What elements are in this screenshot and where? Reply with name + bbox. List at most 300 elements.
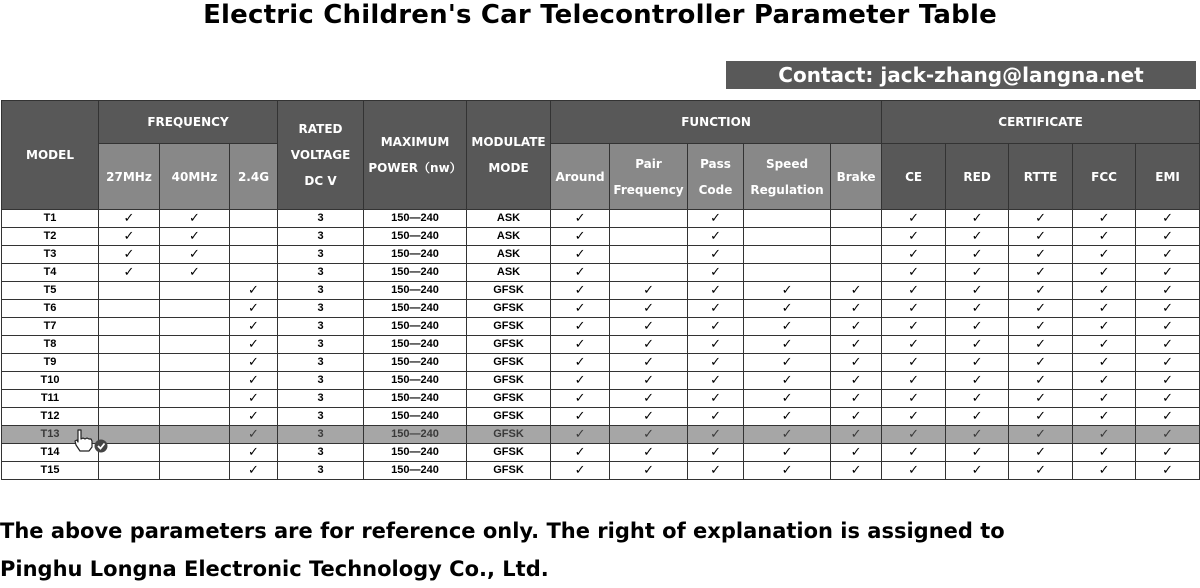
header-voltage-line2: VOLTAGE <box>290 148 351 162</box>
cell-red: ✓ <box>946 444 1009 462</box>
cell-rtte: ✓ <box>1009 246 1073 264</box>
cell-maximum-power: 150—240 <box>364 282 467 300</box>
cell-speed-regulation <box>744 246 831 264</box>
cell-modulate-mode: ASK <box>467 228 551 246</box>
cell-pass-code: ✓ <box>688 264 744 282</box>
table-row <box>2 246 1200 264</box>
cell-freq-27mhz <box>99 372 160 390</box>
cell-maximum-power: 150—240 <box>364 408 467 426</box>
cell-model: T9 <box>2 354 99 372</box>
cell-modulate-mode: ASK <box>467 246 551 264</box>
cell-red: ✓ <box>946 336 1009 354</box>
cell-maximum-power: 150—240 <box>364 390 467 408</box>
cell-red: ✓ <box>946 354 1009 372</box>
table-row <box>2 408 1200 426</box>
cell-around: ✓ <box>551 408 610 426</box>
cell-model: T2 <box>2 228 99 246</box>
table-row <box>2 282 1200 300</box>
cell-maximum-power: 150—240 <box>364 246 467 264</box>
cell-speed-regulation: ✓ <box>744 318 831 336</box>
cell-freq-40mhz: ✓ <box>160 246 230 264</box>
cell-pair-frequency: ✓ <box>610 318 688 336</box>
cell-freq-2-4g: ✓ <box>230 372 278 390</box>
cell-freq-40mhz <box>160 300 230 318</box>
cell-freq-27mhz <box>99 462 160 480</box>
cell-emi: ✓ <box>1136 354 1200 372</box>
cell-pair-frequency: ✓ <box>610 408 688 426</box>
cell-ce: ✓ <box>882 318 946 336</box>
cell-modulate-mode: GFSK <box>467 372 551 390</box>
cell-ce: ✓ <box>882 282 946 300</box>
table-body <box>2 210 1200 480</box>
cell-fcc: ✓ <box>1073 354 1136 372</box>
cell-freq-40mhz <box>160 354 230 372</box>
cell-around: ✓ <box>551 372 610 390</box>
cell-rtte: ✓ <box>1009 264 1073 282</box>
cell-around: ✓ <box>551 264 610 282</box>
cell-maximum-power: 150—240 <box>364 210 467 228</box>
cell-pair-frequency: ✓ <box>610 354 688 372</box>
cell-freq-2-4g: ✓ <box>230 336 278 354</box>
cell-speed-regulation: ✓ <box>744 444 831 462</box>
cell-rated-voltage: 3 <box>278 210 364 228</box>
cell-fcc: ✓ <box>1073 336 1136 354</box>
cell-ce: ✓ <box>882 444 946 462</box>
cell-modulate-mode: GFSK <box>467 300 551 318</box>
cell-brake: ✓ <box>831 444 882 462</box>
cell-brake <box>831 210 882 228</box>
header-frequency: FREQUENCY <box>99 101 278 144</box>
cell-freq-27mhz: ✓ <box>99 210 160 228</box>
cell-brake: ✓ <box>831 300 882 318</box>
header-certificate: CERTIFICATE <box>882 101 1200 144</box>
cell-maximum-power: 150—240 <box>364 300 467 318</box>
cell-brake <box>831 228 882 246</box>
cell-freq-2-4g: ✓ <box>230 300 278 318</box>
cell-model: T7 <box>2 318 99 336</box>
cell-speed-regulation <box>744 210 831 228</box>
cell-around: ✓ <box>551 246 610 264</box>
table-row <box>2 462 1200 480</box>
header-model: MODEL <box>2 101 99 210</box>
cell-rated-voltage: 3 <box>278 336 364 354</box>
cell-pass-code: ✓ <box>688 228 744 246</box>
cell-model: T15 <box>2 462 99 480</box>
cell-maximum-power: 150—240 <box>364 228 467 246</box>
cell-pass-code: ✓ <box>688 426 744 444</box>
cell-ce: ✓ <box>882 372 946 390</box>
hand-pointer-icon <box>72 428 110 454</box>
cell-pass-code: ✓ <box>688 318 744 336</box>
header-pair-line1: Pair <box>635 156 662 171</box>
header-modulate-line2: MODE <box>488 161 529 175</box>
cell-brake: ✓ <box>831 282 882 300</box>
cell-pass-code: ✓ <box>688 336 744 354</box>
cell-pair-frequency: ✓ <box>610 462 688 480</box>
cell-red: ✓ <box>946 264 1009 282</box>
header-rtte: RTTE <box>1009 144 1073 210</box>
disclaimer-line2: Pinghu Longna Electronic Technology Co., Ltd. <box>0 557 549 581</box>
cell-maximum-power: 150—240 <box>364 318 467 336</box>
table-row <box>2 426 1200 444</box>
cell-rated-voltage: 3 <box>278 462 364 480</box>
cell-modulate-mode: GFSK <box>467 354 551 372</box>
cell-around: ✓ <box>551 300 610 318</box>
cell-model: T1 <box>2 210 99 228</box>
cell-ce: ✓ <box>882 462 946 480</box>
cell-pair-frequency: ✓ <box>610 426 688 444</box>
cell-around: ✓ <box>551 390 610 408</box>
contact-banner: Contact: jack-zhang@langna.net <box>726 61 1196 89</box>
cell-emi: ✓ <box>1136 264 1200 282</box>
page-title: Electric Children's Car Telecontroller Parameter Table <box>203 0 997 30</box>
cell-freq-27mhz: ✓ <box>99 246 160 264</box>
cell-modulate-mode: GFSK <box>467 408 551 426</box>
cell-red: ✓ <box>946 426 1009 444</box>
cell-freq-2-4g <box>230 210 278 228</box>
cell-modulate-mode: ASK <box>467 264 551 282</box>
cell-ce: ✓ <box>882 264 946 282</box>
cell-freq-40mhz <box>160 372 230 390</box>
table-row <box>2 210 1200 228</box>
header-voltage-line1: RATED <box>298 122 343 136</box>
cell-speed-regulation: ✓ <box>744 372 831 390</box>
cell-rated-voltage: 3 <box>278 426 364 444</box>
cell-freq-27mhz: ✓ <box>99 228 160 246</box>
cell-speed-regulation: ✓ <box>744 426 831 444</box>
cell-rated-voltage: 3 <box>278 354 364 372</box>
cell-freq-2-4g: ✓ <box>230 408 278 426</box>
cell-fcc: ✓ <box>1073 426 1136 444</box>
cell-freq-40mhz <box>160 462 230 480</box>
cell-pass-code: ✓ <box>688 354 744 372</box>
cell-model: T10 <box>2 372 99 390</box>
cell-fcc: ✓ <box>1073 210 1136 228</box>
cell-brake: ✓ <box>831 426 882 444</box>
cell-pass-code: ✓ <box>688 282 744 300</box>
cell-pair-frequency <box>610 246 688 264</box>
cell-rtte: ✓ <box>1009 282 1073 300</box>
disclaimer-line1: The above parameters are for reference only. The right of explanation is assigned to <box>0 519 1005 543</box>
header-40mhz: 40MHz <box>160 144 230 210</box>
header-around: Around <box>551 144 610 210</box>
cell-red: ✓ <box>946 390 1009 408</box>
cell-speed-regulation <box>744 228 831 246</box>
cell-freq-2-4g: ✓ <box>230 444 278 462</box>
cell-modulate-mode: GFSK <box>467 282 551 300</box>
cell-emi: ✓ <box>1136 462 1200 480</box>
cell-ce: ✓ <box>882 228 946 246</box>
cell-brake: ✓ <box>831 390 882 408</box>
table-row <box>2 228 1200 246</box>
cell-freq-27mhz: ✓ <box>99 264 160 282</box>
cell-model: T14 <box>2 444 99 462</box>
cell-maximum-power: 150—240 <box>364 426 467 444</box>
header-speed-line2: Regulation <box>750 182 824 197</box>
cell-pass-code: ✓ <box>688 462 744 480</box>
header-fcc: FCC <box>1073 144 1136 210</box>
cell-model: T11 <box>2 390 99 408</box>
cell-brake: ✓ <box>831 408 882 426</box>
cell-freq-2-4g: ✓ <box>230 354 278 372</box>
cell-model: T5 <box>2 282 99 300</box>
cell-red: ✓ <box>946 228 1009 246</box>
cell-around: ✓ <box>551 444 610 462</box>
cell-freq-40mhz <box>160 336 230 354</box>
cell-fcc: ✓ <box>1073 228 1136 246</box>
cell-maximum-power: 150—240 <box>364 336 467 354</box>
cell-emi: ✓ <box>1136 228 1200 246</box>
cell-rtte: ✓ <box>1009 210 1073 228</box>
cell-red: ✓ <box>946 282 1009 300</box>
cell-brake: ✓ <box>831 336 882 354</box>
header-speed-line1: Speed <box>765 156 809 171</box>
cell-ce: ✓ <box>882 336 946 354</box>
cell-emi: ✓ <box>1136 408 1200 426</box>
cell-pair-frequency <box>610 264 688 282</box>
header-2-4g: 2.4G <box>230 144 278 210</box>
cell-rtte: ✓ <box>1009 300 1073 318</box>
header-pass-line2: Code <box>698 182 733 197</box>
cell-around: ✓ <box>551 354 610 372</box>
cell-freq-40mhz: ✓ <box>160 210 230 228</box>
cell-fcc: ✓ <box>1073 444 1136 462</box>
cell-freq-27mhz <box>99 300 160 318</box>
cell-modulate-mode: GFSK <box>467 426 551 444</box>
cell-rtte: ✓ <box>1009 336 1073 354</box>
cell-ce: ✓ <box>882 390 946 408</box>
cell-modulate-mode: GFSK <box>467 336 551 354</box>
cell-rtte: ✓ <box>1009 444 1073 462</box>
cell-freq-27mhz <box>99 282 160 300</box>
cell-fcc: ✓ <box>1073 282 1136 300</box>
cell-brake: ✓ <box>831 354 882 372</box>
cell-emi: ✓ <box>1136 210 1200 228</box>
cell-freq-40mhz <box>160 444 230 462</box>
cell-around: ✓ <box>551 228 610 246</box>
header-rated-voltage <box>278 101 364 210</box>
cell-emi: ✓ <box>1136 282 1200 300</box>
cell-pass-code: ✓ <box>688 300 744 318</box>
cell-freq-40mhz <box>160 408 230 426</box>
cell-maximum-power: 150—240 <box>364 444 467 462</box>
cell-around: ✓ <box>551 282 610 300</box>
header-pass-code <box>688 144 744 210</box>
cell-fcc: ✓ <box>1073 264 1136 282</box>
cell-emi: ✓ <box>1136 300 1200 318</box>
cell-speed-regulation: ✓ <box>744 408 831 426</box>
cell-around: ✓ <box>551 426 610 444</box>
table-row <box>2 390 1200 408</box>
header-pair-line2: Frequency <box>613 182 684 197</box>
cell-rtte: ✓ <box>1009 426 1073 444</box>
cell-freq-2-4g <box>230 264 278 282</box>
cell-model: T6 <box>2 300 99 318</box>
cell-brake: ✓ <box>831 462 882 480</box>
cell-pair-frequency <box>610 228 688 246</box>
cell-rtte: ✓ <box>1009 408 1073 426</box>
cell-pass-code: ✓ <box>688 210 744 228</box>
cell-emi: ✓ <box>1136 390 1200 408</box>
cell-freq-2-4g: ✓ <box>230 318 278 336</box>
table-row <box>2 318 1200 336</box>
cell-red: ✓ <box>946 246 1009 264</box>
cell-around: ✓ <box>551 462 610 480</box>
cell-rtte: ✓ <box>1009 318 1073 336</box>
cell-rtte: ✓ <box>1009 228 1073 246</box>
cell-freq-40mhz: ✓ <box>160 228 230 246</box>
cell-maximum-power: 150—240 <box>364 372 467 390</box>
cell-red: ✓ <box>946 408 1009 426</box>
cell-pass-code: ✓ <box>688 246 744 264</box>
cell-ce: ✓ <box>882 300 946 318</box>
cell-speed-regulation: ✓ <box>744 300 831 318</box>
cell-freq-2-4g: ✓ <box>230 390 278 408</box>
cell-fcc: ✓ <box>1073 462 1136 480</box>
cell-red: ✓ <box>946 462 1009 480</box>
cell-maximum-power: 150—240 <box>364 462 467 480</box>
cell-freq-2-4g: ✓ <box>230 426 278 444</box>
cell-pass-code: ✓ <box>688 372 744 390</box>
cell-speed-regulation: ✓ <box>744 282 831 300</box>
cell-speed-regulation: ✓ <box>744 462 831 480</box>
cell-freq-27mhz <box>99 390 160 408</box>
cell-emi: ✓ <box>1136 246 1200 264</box>
cell-emi: ✓ <box>1136 426 1200 444</box>
cell-pass-code: ✓ <box>688 408 744 426</box>
cell-brake <box>831 264 882 282</box>
cell-freq-27mhz <box>99 354 160 372</box>
cell-speed-regulation: ✓ <box>744 390 831 408</box>
cell-speed-regulation <box>744 264 831 282</box>
cell-pass-code: ✓ <box>688 390 744 408</box>
cell-fcc: ✓ <box>1073 372 1136 390</box>
cell-red: ✓ <box>946 372 1009 390</box>
cell-ce: ✓ <box>882 210 946 228</box>
cell-rated-voltage: 3 <box>278 372 364 390</box>
header-modulate-line1: MODULATE <box>471 135 546 149</box>
table-row <box>2 336 1200 354</box>
cell-rated-voltage: 3 <box>278 228 364 246</box>
header-pair-frequency <box>610 144 688 210</box>
cell-emi: ✓ <box>1136 372 1200 390</box>
cell-modulate-mode: GFSK <box>467 444 551 462</box>
header-emi: EMI <box>1136 144 1200 210</box>
cell-rtte: ✓ <box>1009 390 1073 408</box>
header-ce: CE <box>882 144 946 210</box>
cell-fcc: ✓ <box>1073 390 1136 408</box>
cell-speed-regulation: ✓ <box>744 354 831 372</box>
cell-emi: ✓ <box>1136 318 1200 336</box>
cell-freq-40mhz <box>160 318 230 336</box>
cell-modulate-mode: GFSK <box>467 390 551 408</box>
cell-rated-voltage: 3 <box>278 282 364 300</box>
cell-model: T13 <box>2 426 99 444</box>
cell-pair-frequency: ✓ <box>610 300 688 318</box>
table-row <box>2 300 1200 318</box>
header-maximum-power <box>364 101 467 210</box>
header-27mhz: 27MHz <box>99 144 160 210</box>
disclaimer <box>0 512 1200 588</box>
cell-freq-2-4g: ✓ <box>230 462 278 480</box>
header-voltage-line3: DC V <box>304 174 337 188</box>
cell-brake: ✓ <box>831 318 882 336</box>
cell-rtte: ✓ <box>1009 372 1073 390</box>
cell-pair-frequency: ✓ <box>610 372 688 390</box>
cell-pair-frequency: ✓ <box>610 282 688 300</box>
cell-fcc: ✓ <box>1073 300 1136 318</box>
cell-pair-frequency <box>610 210 688 228</box>
cell-red: ✓ <box>946 318 1009 336</box>
cell-rated-voltage: 3 <box>278 300 364 318</box>
cell-freq-2-4g <box>230 228 278 246</box>
header-power-line1: MAXIMUM <box>380 135 450 149</box>
cell-rated-voltage: 3 <box>278 318 364 336</box>
cell-maximum-power: 150—240 <box>364 264 467 282</box>
cell-pair-frequency: ✓ <box>610 444 688 462</box>
cell-pair-frequency: ✓ <box>610 390 688 408</box>
header-power-line2: POWER（nw） <box>368 161 462 175</box>
cell-freq-27mhz <box>99 408 160 426</box>
cell-speed-regulation: ✓ <box>744 336 831 354</box>
cell-freq-40mhz <box>160 282 230 300</box>
cell-rtte: ✓ <box>1009 354 1073 372</box>
cell-rated-voltage: 3 <box>278 390 364 408</box>
cell-rated-voltage: 3 <box>278 246 364 264</box>
cell-fcc: ✓ <box>1073 246 1136 264</box>
cell-emi: ✓ <box>1136 444 1200 462</box>
cell-around: ✓ <box>551 318 610 336</box>
cell-model: T3 <box>2 246 99 264</box>
header-function: FUNCTION <box>551 101 882 144</box>
cell-freq-2-4g: ✓ <box>230 282 278 300</box>
cell-ce: ✓ <box>882 354 946 372</box>
cell-rated-voltage: 3 <box>278 264 364 282</box>
cell-ce: ✓ <box>882 426 946 444</box>
cell-brake <box>831 246 882 264</box>
cell-freq-2-4g <box>230 246 278 264</box>
cell-emi: ✓ <box>1136 336 1200 354</box>
table-row <box>2 372 1200 390</box>
cell-pair-frequency: ✓ <box>610 336 688 354</box>
cell-freq-27mhz <box>99 318 160 336</box>
header-speed-regulation <box>744 144 831 210</box>
cell-modulate-mode: GFSK <box>467 318 551 336</box>
cell-freq-40mhz <box>160 426 230 444</box>
cell-rated-voltage: 3 <box>278 444 364 462</box>
cell-model: T4 <box>2 264 99 282</box>
cell-model: T12 <box>2 408 99 426</box>
cell-red: ✓ <box>946 300 1009 318</box>
cell-model: T8 <box>2 336 99 354</box>
cell-around: ✓ <box>551 210 610 228</box>
cell-brake: ✓ <box>831 372 882 390</box>
parameter-table <box>1 100 1200 480</box>
cell-rated-voltage: 3 <box>278 408 364 426</box>
cell-modulate-mode: GFSK <box>467 462 551 480</box>
header-brake: Brake <box>831 144 882 210</box>
cell-fcc: ✓ <box>1073 318 1136 336</box>
cell-freq-40mhz: ✓ <box>160 264 230 282</box>
table-row <box>2 354 1200 372</box>
cell-fcc: ✓ <box>1073 408 1136 426</box>
cell-around: ✓ <box>551 336 610 354</box>
cell-red: ✓ <box>946 210 1009 228</box>
header-red: RED <box>946 144 1009 210</box>
cell-freq-40mhz <box>160 390 230 408</box>
header-modulate-mode <box>467 101 551 210</box>
cell-maximum-power: 150—240 <box>364 354 467 372</box>
